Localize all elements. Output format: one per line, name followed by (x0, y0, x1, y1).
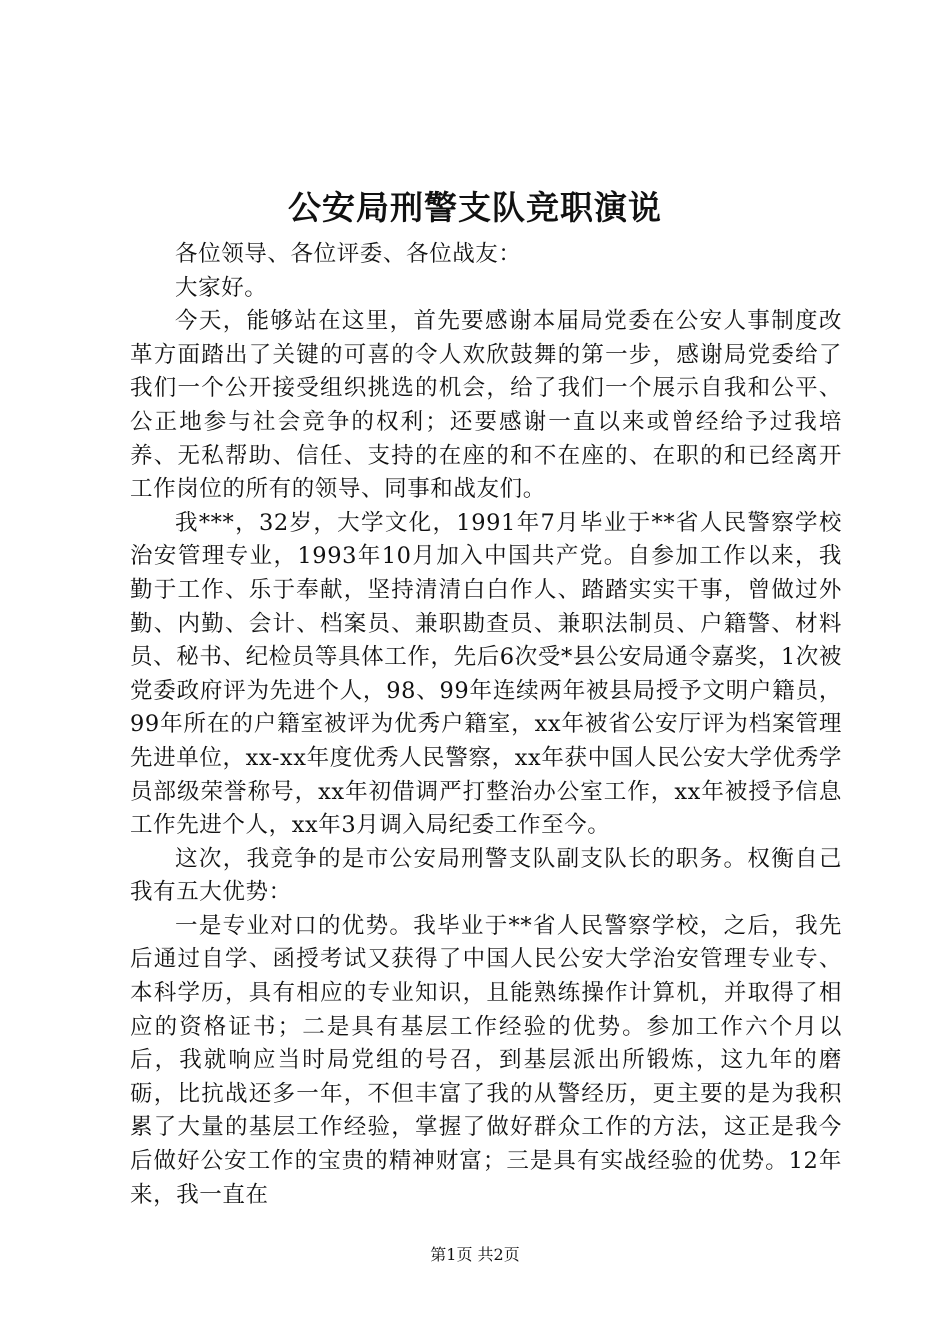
paragraph-position: 这次，我竞争的是市公安局刑警支队副支队长的职务。权衡自己我有五大优势： (130, 845, 842, 906)
greeting: 大家好。 (175, 274, 268, 301)
paragraph-thanks: 今天，能够站在这里，首先要感谢本届局党委在公安人事制度改革方面踏出了关键的可喜的令人欢欣鼓舞的第一步，感谢局党委给了我们一个公开接受组织挑选的机会，给了我们一个展示自我和公平、公正地参与社会竞争的权利；还要感谢一直以来或曾经给予过我培养、无私帮助、信任、支持的在座的和不在座的、在职的和已经离开工作岗位的所有的领导、同事和战友们。 (130, 308, 842, 503)
document-title: 公安局刑警支队竞职演说 (288, 188, 662, 227)
page-footer: 第1页 共2页 (430, 1245, 520, 1264)
salutation: 各位领导、各位评委、各位战友： (175, 241, 522, 267)
paragraph-profile: 我***，32岁，大学文化，1991年7月毕业于**省人民警察学校治安管理专业，1993年10月加入中国共产党。自参加工作以来，我勤于工作、乐于奉献，坚持清清白白作人、踏踏实实干事，曾做过外勤、内勤、会计、档案员、兼职勘查员、兼职法制员、户籍警、材料员、秘书、纪检员等具体工作，先后6次受*县公安局通令嘉奖，1次被党委政府评为先进个人，98、99年连续两年被县局授予文明户籍员，99年所在的户籍室被评为优秀户籍室，xx年被省公安厅评为档案管理先进单位，xx-xx年度优秀人民警察，xx年获中国人民公安大学优秀学员部级荣誉称号，xx年初借调严打整治办公室工作，xx年被授予信息工作先进个人，xx年3月调入局纪委工作至今。 (130, 509, 842, 839)
paragraph-advantages: 一是专业对口的优势。我毕业于**省人民警察学校，之后，我先后通过自学、函授考试又获得了中国人民公安大学治安管理专业专、本科学历，具有相应的专业知识，且能熟练操作计算机，并取得了相应的资格证书；二是具有基层工作经验的优势。参加工作六个月以后，我就响应当时局党组的号召，到基层派出所锻炼，这九年的磨砺，比抗战还多一年，不但丰富了我的从警经历，更主要的是为我积累了大量的基层工作经验，掌握了做好群众工作的方法，这正是我今后做好公安工作的宝贵的精神财富；三是具有实战经验的优势。12年来，我一直在 (130, 912, 842, 1208)
document-body (130, 238, 842, 1212)
